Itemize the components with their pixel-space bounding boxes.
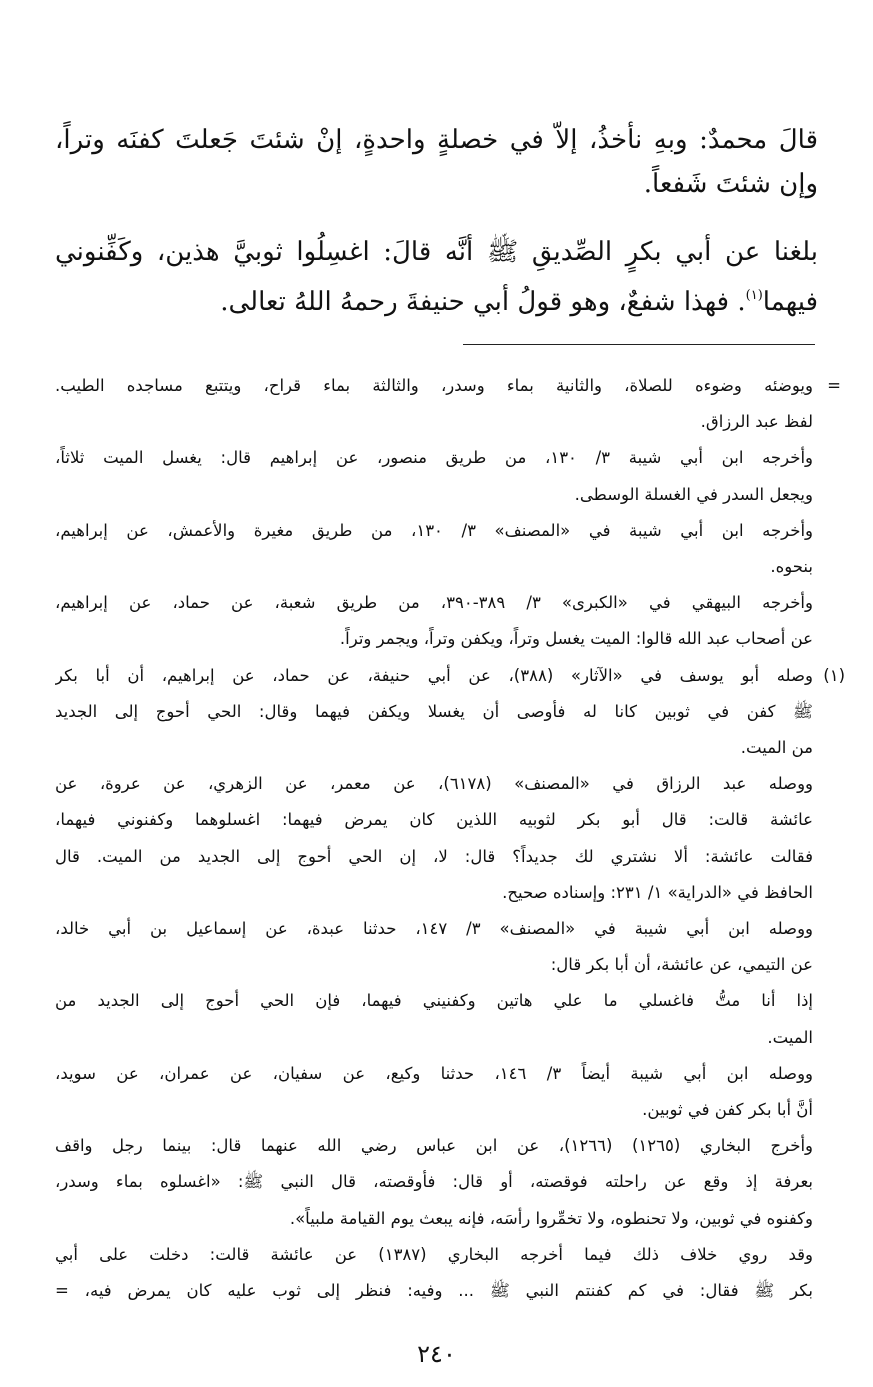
- footnote-line: بعرفة إذ وقع عن راحلته فوقصته، أو قال: فأوقصته، قال النبي ﷺ: «اغسلوه بماء وسدر،: [55, 1172, 813, 1192]
- footnote-line: وقد روي خلاف ذلك فيما أخرجه البخاري (١٣٨٧) عن عائشة قالت: دخلت على أبي: [55, 1244, 813, 1264]
- paragraph-text: قالَ محمدٌ: وبهِ نأخذُ، إلاّ في خصلةٍ واحدةٍ، إنْ شئتَ جَعلتَ كفنَه وتراً، وإن شئتَ شَفعاً.: [55, 125, 818, 199]
- footnote-line: من الميت.: [740, 738, 813, 758]
- footnote-reference: (١): [745, 288, 763, 303]
- paragraph-text: [55, 230, 818, 324]
- footnote-line: الميت.: [767, 1027, 813, 1047]
- footnote-line: وأخرج البخاري (١٢٦٥) (١٢٦٦)، عن ابن عباس رضي الله عنهما قال: بينما رجل واقف: [55, 1136, 813, 1156]
- footnote-line: عن أصحاب عبد الله قالوا: الميت يغسل وتراً، ويكفن وتراً، ويجمر وتراً.: [339, 629, 813, 649]
- footnote-line: إذا أنا متُّ فاغسلي ما علي هاتين وكفنيني فيهما، فإن الحي أحوج إلى الجديد من: [55, 991, 813, 1011]
- footnote-line: ﷺ كفن في ثوبين كانا له فأوصى أن يغسلا ويكفن فيهما وقال: الحي أحوج إلى الجديد: [55, 701, 813, 721]
- paragraph-text-part: بلغنا عن أبي بكرٍ الصِّديقِ ﷺ أنَّه قالَ: اغسِلُوا ثوبيَّ هذين، وكَفِّنوني فيهما: [55, 237, 818, 317]
- footnote-line: ووصله ابن أبي شيبة أيضاً ٣/ ١٤٦، حدثنا وكيع، عن سفيان، عن عمران، عن سويد،: [55, 1063, 813, 1083]
- footnote-line: ويوضئه وضوءه للصلاة، والثانية بماء وسدر، والثالثة بماء قراح، ويتتبع مساجده الطيب.: [55, 376, 813, 395]
- footnote-line: ووصله عبد الرزاق في «المصنف» (٦١٧٨)، عن معمر، عن الزهري، عن عروة، عن: [55, 774, 813, 794]
- footnote-line: وأخرجه ابن أبي شيبة في «المصنف» ٣/ ١٣٠، من طريق مغيرة والأعمش، عن إبراهيم،: [55, 520, 813, 540]
- main-paragraph-2: [55, 230, 818, 324]
- footnote-number: (١): [823, 665, 845, 685]
- footnote-line: وأخرجه البيهقي في «الكبرى» ٣/ ٣٨٩-٣٩٠، من طريق شعبة، عن حماد، عن إبراهيم،: [55, 593, 813, 613]
- footnotes-block: [55, 368, 845, 1309]
- footnote-line: وأخرجه ابن أبي شيبة ٣/ ١٣٠، من طريق منصور، عن إبراهيم قال: يغسل الميت ثلاثاً،: [55, 448, 813, 468]
- footnote-line: بنحوه.: [770, 557, 813, 577]
- footnote-line: الحافظ في «الدراية» ١/ ٢٣١: وإسناده صحيح.: [502, 882, 813, 902]
- footnote-line: فقالت عائشة: ألا نشتري لك جديداً؟ قال: لا، إن الحي أحوج إلى الجديد من الميت. قال: [55, 846, 813, 866]
- footnote-line: ووصله ابن أبي شيبة في «المصنف» ٣/ ١٤٧، حدثنا عبدة، عن إسماعيل بن أبي خالد،: [55, 919, 813, 939]
- footnote-line: ويجعل السدر في الغسلة الوسطى.: [574, 484, 813, 504]
- footnote-line: لفظ عبد الرزاق.: [700, 412, 813, 432]
- footnote-separator: [463, 344, 815, 345]
- footnote-line: أنَّ أبا بكر كفن في ثوبين.: [642, 1100, 813, 1120]
- main-paragraph-1: [55, 118, 818, 206]
- page-number: ٢٤٠: [417, 1340, 456, 1368]
- footnote-line: وكفنوه في ثوبين، ولا تحنطوه، ولا تخمِّروا رأسَه، فإنه يبعث يوم القيامة ملبياً».: [289, 1208, 813, 1228]
- footnote-line: عن التيمي، عن عائشة، أن أبا بكر قال:: [550, 955, 813, 975]
- continuation-marker: =: [827, 376, 841, 395]
- paragraph-text-part: . فهذا شفعٌ، وهو قولُ أبي حنيفةَ رحمهُ اللهُ تعالى.: [220, 287, 746, 317]
- footnote-line: بكر ﷺ فقال: في كم كفنتم النبي ﷺ ... وفيه: فنظر إلى ثوب عليه كان يمرض فيه، =: [55, 1281, 813, 1301]
- footnote-line: وصله أبو يوسف في «الآثار» (٣٨٨)، عن أبي حنيفة، عن حماد، عن إبراهيم، أن أبا بكر: [55, 665, 813, 685]
- footnote-line: عائشة قالت: قال أبو بكر لثوبيه اللذين كان يمرض فيهما: اغسلوهما وكفنوني فيهما،: [55, 810, 813, 830]
